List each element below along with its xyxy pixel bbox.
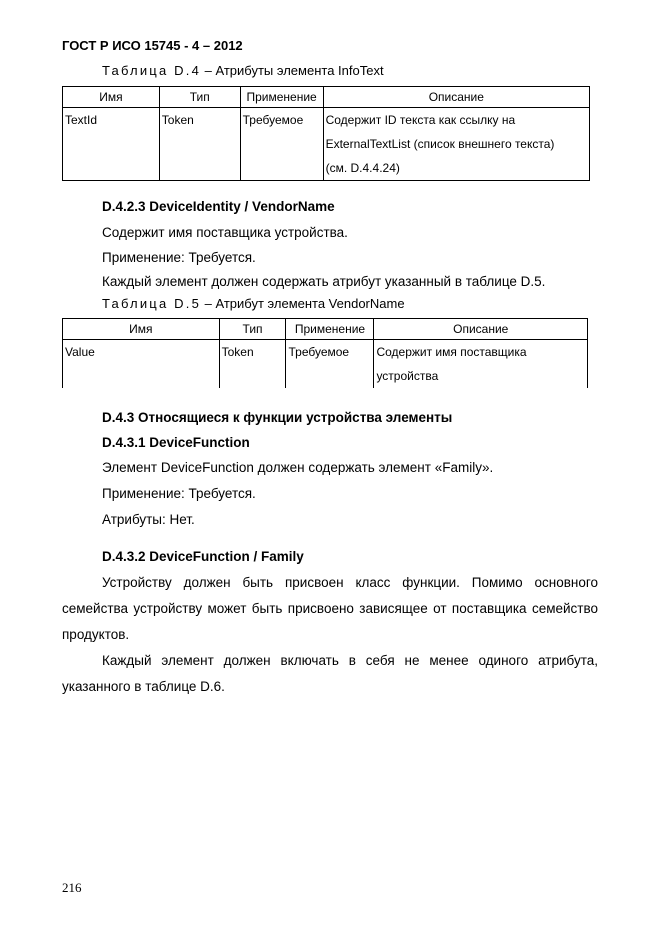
cell-description	[374, 340, 588, 389]
table-d4-caption-text: – Атрибуты элемента InfoText	[201, 63, 384, 78]
section-heading-d423: D.4.2.3 DeviceIdentity / VendorName	[102, 199, 335, 214]
column-header: Описание	[323, 87, 589, 108]
cell-description	[323, 108, 589, 181]
column-header: Тип	[159, 87, 240, 108]
cell-name: TextId	[63, 108, 160, 181]
cell-usage: Требуемое	[240, 108, 323, 181]
cell-usage: Требуемое	[286, 340, 374, 389]
description-line: устройства	[376, 369, 439, 383]
cell-type: Token	[219, 340, 286, 389]
cell-name: Value	[63, 340, 220, 389]
paragraph: Устройству должен быть присвоен класс функции. Помимо основного семейства устройству может быть присвоено зависящее от поставщика семейство продуктов.	[62, 575, 598, 642]
table-d4-caption	[102, 63, 384, 78]
paragraph-line: Применение: Требуется.	[102, 486, 256, 501]
section-heading-d43: D.4.3 Относящиеся к функции устройства элементы	[102, 410, 453, 425]
paragraph-line: Содержит имя поставщика устройства.	[102, 225, 348, 240]
table-header-row	[63, 87, 590, 108]
table-d5-caption-text: – Атрибут элемента VendorName	[201, 296, 405, 311]
description-line: Содержит имя поставщика	[376, 345, 527, 359]
table-d5-caption-label: Таблица D.5	[102, 296, 202, 311]
table-row	[63, 108, 590, 181]
paragraph-line: Применение: Требуется.	[102, 250, 256, 265]
table-header-row	[63, 319, 588, 340]
column-header: Применение	[286, 319, 374, 340]
column-header: Описание	[374, 319, 588, 340]
section-heading-d432: D.4.3.2 DeviceFunction / Family	[102, 549, 304, 564]
document-header: ГОСТ Р ИСО 15745 - 4 – 2012	[62, 38, 243, 53]
table-d5	[62, 318, 588, 388]
column-header: Применение	[240, 87, 323, 108]
column-header: Имя	[63, 87, 160, 108]
paragraph-line: Элемент DeviceFunction должен содержать элемент «Family».	[102, 460, 494, 475]
description-line: (см. D.4.4.24)	[325, 161, 400, 175]
paragraph-line: Каждый элемент должен содержать атрибут указанный в таблице D.5.	[102, 274, 546, 289]
description-line: ExternalTextList (список внешнего текста)	[325, 137, 555, 151]
column-header: Тип	[219, 319, 286, 340]
table-d5-caption	[102, 296, 405, 311]
table-row	[63, 340, 588, 389]
paragraph-line: Атрибуты: Нет.	[102, 512, 195, 527]
table-d4-caption-label: Таблица D.4	[102, 63, 202, 78]
page-number: 216	[62, 880, 82, 895]
column-header: Имя	[63, 319, 220, 340]
section-heading-d431: D.4.3.1 DeviceFunction	[102, 435, 250, 450]
cell-type: Token	[159, 108, 240, 181]
description-line: Содержит ID текста как ссылку на	[325, 113, 516, 127]
paragraph: Каждый элемент должен включать в себя не менее одиного атрибута, указанного в таблице D.6.	[62, 653, 598, 694]
table-d4	[62, 86, 590, 181]
